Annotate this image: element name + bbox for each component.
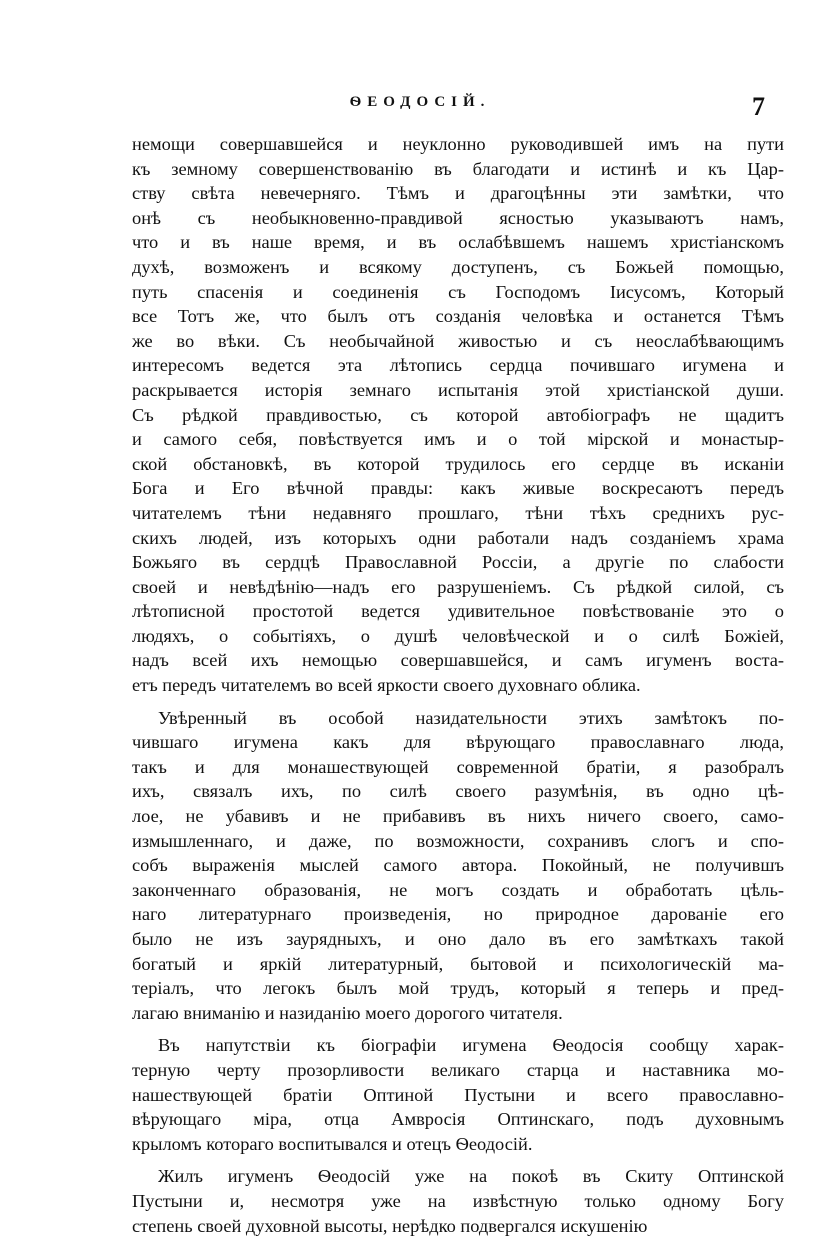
text-line: же во вѣки. Съ необычайной живостью и съ неослабѣвающимъ bbox=[132, 330, 784, 351]
paragraph bbox=[132, 1164, 784, 1238]
text-line: лѣтописной простотой ведется удивительное повѣствованіе это о bbox=[132, 601, 784, 622]
text-line: духѣ, возможенъ и всякому доступенъ, съ Божьей помощью, bbox=[132, 256, 784, 277]
text-line: чившаго игумена какъ для вѣрующаго православнаго люда, bbox=[132, 732, 784, 753]
text-line: своей и невѣдѣнію—надъ его разрушеніемъ. Съ рѣдкой силой, съ bbox=[132, 576, 784, 597]
text-line: и самого себя, повѣствуется имъ и о той мірской и монастыр- bbox=[132, 429, 784, 450]
page-number: 7 bbox=[752, 92, 765, 121]
text-line: етъ передъ читателемъ во всей яркости своего духовнаго облика. bbox=[132, 675, 641, 696]
text-line: такъ и для монашествующей современной братіи, я разобралъ bbox=[132, 756, 784, 777]
paragraph bbox=[132, 706, 784, 1026]
text-line: законченнаго образованія, не могъ создать и обработать цѣль- bbox=[132, 879, 784, 900]
paragraph-gap bbox=[132, 1025, 784, 1033]
text-line: Жилъ игуменъ Ѳеодосій уже на покоѣ въ Скиту Оптинской bbox=[158, 1166, 784, 1187]
body-text bbox=[132, 132, 784, 1238]
text-line: надъ всей ихъ немощью совершавшейся, и самъ игуменъ воста- bbox=[132, 650, 784, 671]
text-line: лое, не убавивъ и не прибавивъ въ нихъ ничего своего, само- bbox=[132, 806, 784, 827]
text-line: собъ выраженія мыслей самого автора. Покойный, не получившъ bbox=[132, 855, 784, 876]
paragraph bbox=[132, 1033, 784, 1156]
text-line: измышленнаго, и даже, по возможности, сохранивъ слогъ и спо- bbox=[132, 830, 784, 851]
text-line: терную черту прозорливости великаго старца и наставника мо- bbox=[132, 1059, 784, 1080]
text-line: что и въ наше время, и въ ослабѣвшемъ нашемъ христіанскомъ bbox=[132, 232, 784, 253]
text-line: къ земному совершенствованію въ благодати и истинѣ и къ Цар- bbox=[132, 158, 784, 179]
text-line: немощи совершавшейся и неуклонно руководившей имъ на пути bbox=[132, 134, 784, 154]
text-line: путь спасенія и соединенія съ Господомъ Іисусомъ, Который bbox=[132, 281, 784, 302]
text-line: все Тотъ же, что былъ отъ созданія человѣка и останется Тѣмъ bbox=[132, 306, 784, 327]
text-line: ихъ, связалъ ихъ, по силѣ своего разумѣнія, въ одно цѣ- bbox=[132, 781, 784, 802]
text-line: онѣ съ необыкновенно-правдивой ясностью указываютъ намъ, bbox=[132, 207, 784, 228]
text-line: теріалъ, что легокъ былъ мой трудъ, который я теперь и пред- bbox=[132, 978, 784, 999]
text-line: людяхъ, о событіяхъ, о душѣ человѣческой и о силѣ Божіей, bbox=[132, 625, 784, 646]
text-line: степень своей духовной высоты, нерѣдко подвергался искушенію bbox=[132, 1215, 648, 1236]
text-line: интересомъ ведется эта лѣтопись сердца почившаго игумена и bbox=[132, 355, 784, 376]
paragraph-gap bbox=[132, 698, 784, 706]
text-line: читателемъ тѣни недавняго прошлаго, тѣни тѣхъ среднихъ рус- bbox=[132, 502, 784, 523]
running-title: ѲЕОДОСІЙ. bbox=[349, 94, 491, 110]
text-line: лагаю вниманію и назиданію моего дорогого читателя. bbox=[132, 1002, 563, 1023]
text-line: скихъ людей, изъ которыхъ одни работали надъ созданіемъ храма bbox=[132, 527, 784, 548]
text-line: наго литературнаго произведенія, но природное дарованіе его bbox=[132, 904, 784, 925]
text-line: было не изъ заурядныхъ, и оно дало въ его замѣткахъ такой bbox=[132, 929, 784, 949]
text-line: богатый и яркій литературный, бытовой и психологическій ма- bbox=[132, 953, 784, 974]
text-line: Божьяго въ сердцѣ Православной Россіи, а другіе по слабости bbox=[132, 552, 784, 573]
paragraph bbox=[132, 132, 784, 698]
text-line: ству свѣта невечерняго. Тѣмъ и драгоцѣнны эти замѣтки, что bbox=[132, 183, 784, 204]
text-line: ской обстановкѣ, въ которой трудилось его сердце въ исканіи bbox=[132, 453, 784, 474]
text-line: Съ рѣдкой правдивостью, съ которой автобіографъ не щадитъ bbox=[132, 404, 784, 425]
text-line: Пустыни и, несмотря уже на извѣстную только одному Богу bbox=[132, 1190, 784, 1211]
text-line: крыломъ котораго воспитывался и отецъ Ѳеодосій. bbox=[132, 1133, 533, 1154]
text-line: Бога и Его вѣчной правды: какъ живые воскресаютъ передъ bbox=[132, 478, 784, 499]
text-line: раскрывается исторія земнаго испытанія этой христіанской души. bbox=[132, 379, 784, 400]
paragraph-gap bbox=[132, 1156, 784, 1164]
text-line: Въ напутствіи къ біографіи игумена Ѳеодосія сообщу харак- bbox=[158, 1035, 784, 1056]
text-line: вѣрующаго міра, отца Амвросія Оптинскаго, подъ духовнымъ bbox=[132, 1109, 784, 1130]
text-line: Увѣренный въ особой назидательности этихъ замѣтокъ по- bbox=[158, 707, 784, 728]
text-line: нашествующей братіи Оптиной Пустыни и всего православно- bbox=[132, 1084, 784, 1105]
